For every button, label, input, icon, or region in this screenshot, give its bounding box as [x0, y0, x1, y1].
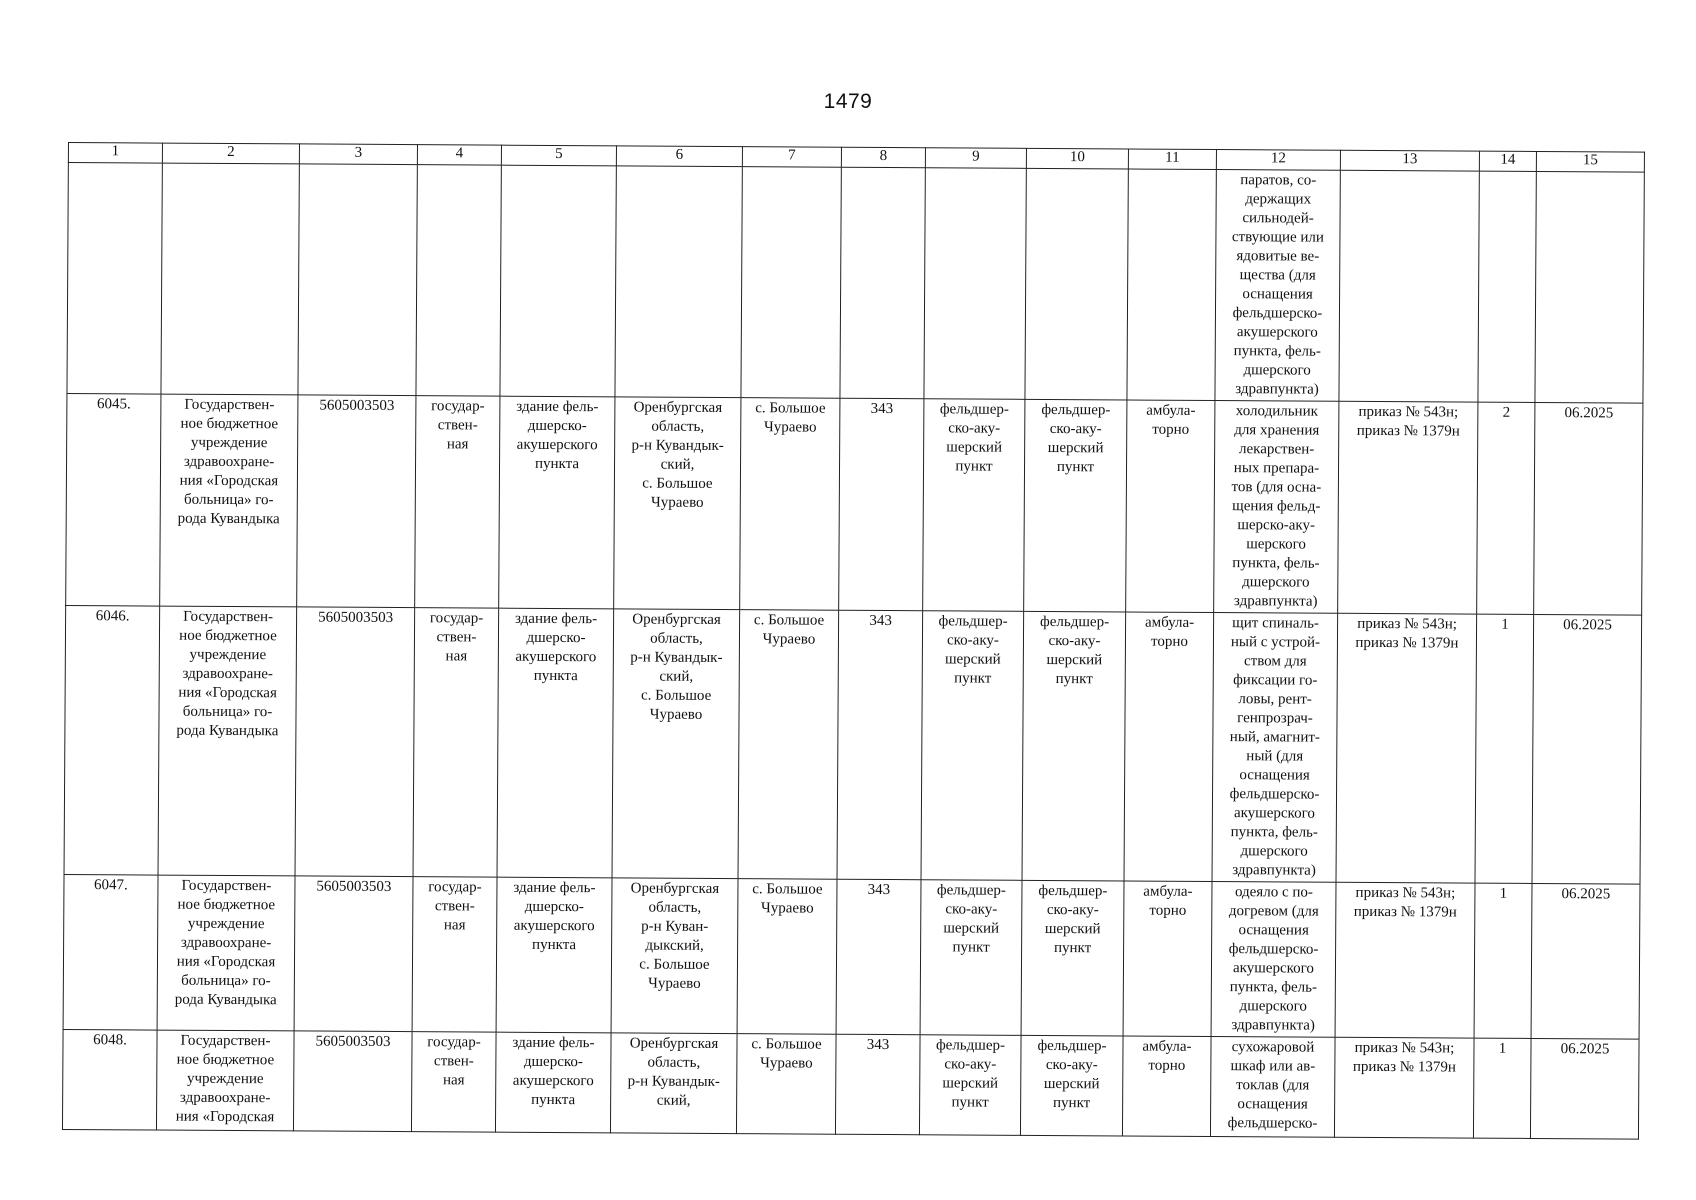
cell-unit-type: фельдшер- ско-аку- шерский пункт: [923, 399, 1025, 612]
cell-address: [615, 166, 742, 398]
table-row: [67, 163, 1644, 404]
cell-normative-basis: приказ № 543н; приказ № 1379н: [1334, 1037, 1474, 1138]
column-number-cell: 8: [841, 147, 925, 168]
cell-inn: 5605003503: [295, 607, 415, 877]
cell-row-number: 6046.: [64, 605, 160, 875]
cell-subdivision: фельдшер- ско-аку- шерский пункт: [1020, 1035, 1123, 1136]
cell-building-type: здание фель- дшерско- акушерского пункта: [495, 1032, 611, 1133]
cell-normative-basis: [1339, 170, 1479, 402]
cell-quantity: [1478, 171, 1536, 402]
cell-row-number: 6047.: [63, 874, 158, 1030]
cell-deadline: 06.2025: [1534, 402, 1643, 615]
column-number-cell: 11: [1128, 149, 1216, 170]
cell-inn: 5605003503: [294, 876, 413, 1032]
cell-equipment: одеяло с по- догревом (для оснащения фельдшерско- акушерского пункта, фель- дшерского здравпункта): [1211, 882, 1336, 1038]
cell-settlement: с. Большое Чураево: [740, 398, 840, 611]
column-number-cell: 3: [299, 144, 417, 165]
column-number-cell: 2: [162, 143, 299, 164]
cell-equipment: холодильник для хранения лекарствен- ных препара- тов (для осна- щения фельд- шерско-аку- шерского пункта, фель- дшерского здравпункта): [1214, 401, 1339, 614]
cell-care-conditions: амбула- торно: [1122, 1036, 1211, 1137]
page-number: 1479: [823, 90, 873, 113]
cell-unit-type: [924, 168, 1026, 400]
cell-building-type: [500, 165, 616, 397]
cell-subdivision: фельдшер- ско-аку- шерский пункт: [1022, 611, 1126, 881]
column-number-cell: 5: [501, 145, 616, 166]
cell-subdivision: фельдшер- ско-аку- шерский пункт: [1024, 399, 1127, 612]
cell-code: 343: [839, 398, 924, 611]
cell-deadline: 06.2025: [1531, 883, 1640, 1039]
cell-care-conditions: амбула- торно: [1124, 612, 1214, 882]
cell-ownership-form: государ- ствен- ная: [411, 1032, 496, 1133]
cell-address: Оренбургская область, р-н Кувандык- ский, с. Большое Чураево: [612, 609, 740, 879]
cell-organization-name: [161, 163, 299, 395]
cell-inn: [298, 164, 417, 396]
column-number-cell: 6: [616, 146, 742, 167]
cell-unit-type: фельдшер- ско-аку- шерский пункт: [919, 1035, 1021, 1136]
cell-settlement: с. Большое Чураево: [737, 879, 837, 1035]
cell-unit-type: фельдшер- ско-аку- шерский пункт: [920, 880, 1022, 1036]
cell-inn: 5605003503: [297, 395, 416, 608]
cell-care-conditions: амбула- торно: [1123, 881, 1212, 1037]
cell-quantity: 1: [1475, 614, 1534, 883]
cell-address: Оренбургская область, р-н Кувандык- ский,: [610, 1033, 737, 1134]
cell-settlement: [741, 167, 841, 399]
cell-row-number: 6045.: [66, 393, 161, 606]
cell-building-type: здание фель- дшерско- акушерского пункта: [497, 608, 614, 878]
cell-subdivision: фельдшер- ско-аку- шерский пункт: [1021, 880, 1124, 1036]
cell-deadline: 06.2025: [1532, 614, 1642, 884]
cell-care-conditions: [1127, 169, 1216, 401]
cell-equipment: сухожаровой шкаф или ав- токлав (для оснащения фельдшерско-: [1210, 1036, 1335, 1137]
cell-code: 343: [835, 1034, 920, 1135]
cell-settlement: с. Большое Чураево: [736, 1034, 836, 1135]
cell-building-type: здание фель- дшерско- акушерского пункта: [499, 396, 615, 609]
cell-row-number: 6048.: [62, 1029, 157, 1130]
table-row: [63, 874, 1640, 1039]
column-number-cell: 13: [1340, 150, 1479, 171]
column-number-cell: 4: [417, 145, 501, 166]
cell-unit-type: фельдшер- ско-аку- шерский пункт: [921, 611, 1024, 881]
cell-quantity: 1: [1473, 1038, 1531, 1138]
table-row: [64, 605, 1642, 884]
cell-equipment: щит спиналь- ный с устрой- ством для фиксации го- ловы, рент- генпрозрач- ный, амагнит- ный (для оснащения фельдшерско- акушерского пункта, фель- дшерского здравпункта): [1212, 613, 1338, 883]
cell-care-conditions: амбула- торно: [1126, 400, 1215, 613]
cell-settlement: с. Большое Чураево: [738, 610, 839, 880]
cell-address: Оренбургская область, р-н Куван- дыкский, с. Большое Чураево: [611, 878, 738, 1034]
registry-table: [62, 142, 1645, 1140]
column-number-cell: 14: [1479, 151, 1536, 171]
table-row: [62, 1029, 1639, 1139]
cell-deadline: 06.2025: [1530, 1038, 1639, 1139]
column-number-cell: 15: [1536, 151, 1644, 172]
cell-quantity: 2: [1477, 402, 1535, 614]
cell-address: Оренбургская область, р-н Кувандык- ский, с. Большое Чураево: [614, 397, 741, 610]
cell-row-number: [67, 163, 162, 395]
column-number-cell: 12: [1216, 150, 1340, 171]
cell-ownership-form: государ- ствен- ная: [412, 877, 497, 1033]
cell-code: [840, 167, 925, 399]
cell-subdivision: [1025, 168, 1128, 400]
cell-ownership-form: государ- ствен- ная: [415, 396, 500, 609]
cell-ownership-form: [416, 165, 501, 397]
cell-quantity: 1: [1474, 883, 1532, 1038]
column-number-cell: 7: [742, 147, 841, 168]
cell-code: 343: [836, 879, 921, 1035]
cell-normative-basis: приказ № 543н; приказ № 1379н: [1336, 613, 1477, 883]
cell-organization-name: Государствен- ное бюджетное учреждение здравоохране- ния «Городская: [156, 1030, 294, 1131]
cell-normative-basis: приказ № 543н; приказ № 1379н: [1338, 401, 1478, 614]
cell-ownership-form: государ- ствен- ная: [413, 608, 499, 878]
column-number-cell: 10: [1026, 148, 1128, 169]
cell-organization-name: Государствен- ное бюджетное учреждение здравоохране- ния «Городская больница» го- рода Кувандыка: [158, 606, 297, 876]
cell-deadline: [1535, 171, 1644, 403]
cell-code: 343: [837, 610, 923, 880]
cell-inn: 5605003503: [293, 1031, 412, 1132]
table-row: [66, 393, 1643, 615]
cell-building-type: здание фель- дшерско- акушерского пункта: [496, 877, 612, 1033]
cell-organization-name: Государствен- ное бюджетное учреждение здравоохране- ния «Городская больница» го- рода Кувандыка: [160, 394, 298, 607]
registry-sheet: [62, 142, 1644, 1130]
cell-equipment: паратов, со- держащих сильнодей- ствующие или ядовитые ве- щества (для оснащения фельдшерско- акушерского пункта, фель- дшерского здравпункта): [1215, 170, 1340, 402]
cell-normative-basis: приказ № 543н; приказ № 1379н: [1335, 882, 1475, 1038]
column-number-cell: 9: [925, 148, 1026, 169]
cell-organization-name: Государствен- ное бюджетное учреждение здравоохране- ния «Городская больница» го- рода Кувандыка: [157, 875, 295, 1031]
column-number-cell: 1: [68, 143, 162, 164]
